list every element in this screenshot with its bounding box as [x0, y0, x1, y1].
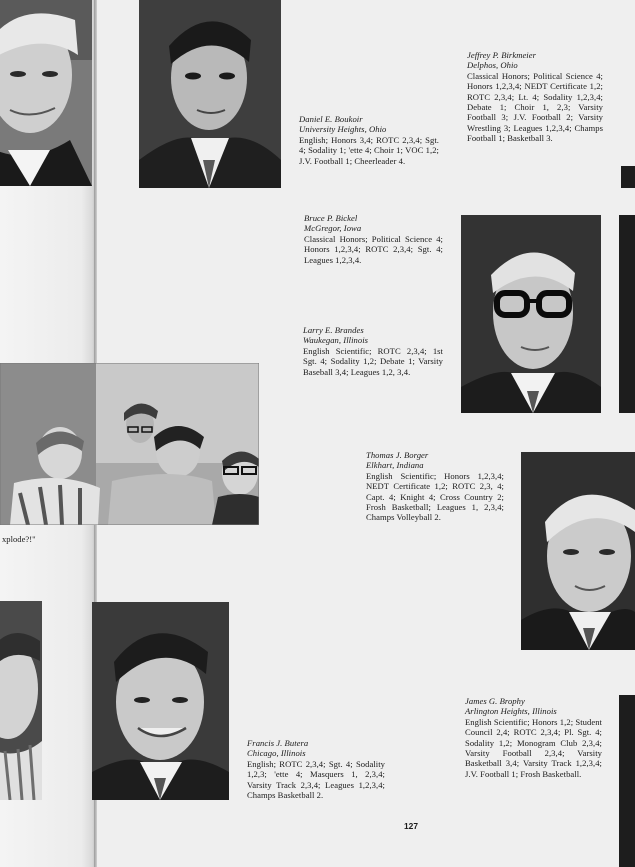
student-activities: English Scientific; ROTC 2,3,4; 1st Sgt. 4; Sodality 1,2; Debate 1; Varsity Baseball 3,4; Leagues 1,2, 3,4. [303, 345, 443, 377]
portrait-photo-boukoir [139, 0, 281, 188]
student-hometown: Arlington Heights, Illinois [465, 706, 557, 717]
student-activities: English; Honors 3,4; ROTC 2,3,4; Sgt. 4; Sodality 1; 'ette 4; Choir 1; VOC 1,2; J.V. Football 1; Cheerleader 4. [299, 134, 439, 166]
student-name: Francis J. Butera [247, 738, 309, 748]
student-hometown: University Heights, Ohio [299, 124, 387, 135]
portrait-photo-left-top-cropped [0, 0, 92, 186]
portrait-edge-right-bottom [619, 695, 635, 867]
student-name: Bruce P. Bickel [304, 213, 358, 223]
bio-birkmeier [467, 50, 603, 144]
student-name: Jeffrey P. Birkmeier [467, 50, 537, 60]
student-name: Thomas J. Borger [366, 450, 429, 460]
student-name: Daniel E. Boukoir [299, 114, 363, 124]
bio-brandes [303, 325, 443, 377]
page-number: 127 [404, 821, 418, 831]
portrait-photo-borger [521, 452, 635, 650]
student-hometown: Chicago, Illinois [247, 748, 306, 759]
student-activities: English Scientific; Honors 1,2,3,4; NEDT Certificate 1,2; ROTC 2,3, 4; Capt. 4; Knight 4; Cross Country 2; Frosh Basketball; Leagues 1, 2,3,4; Champs Volleyball 2. [366, 470, 504, 523]
portrait-edge-right-top [621, 166, 635, 188]
portrait-photo-bickel [461, 215, 601, 413]
bio-brophy [465, 696, 602, 779]
student-activities: English Scientific; Honors 1,2; Student Council 2,4; ROTC 2,3,4; Pl. Sgt. 4; Sodality 1,2; Monogram Club 2,3,4; Varsity Football 2,3,4; Varsity Basketball 3,4; Varsity Track 1,2,3,4; J.V. Football 1; Frosh Basketball. [465, 716, 602, 779]
bio-bickel [304, 213, 443, 265]
group-photo-caption-fragment: xplode?!" [2, 534, 36, 544]
student-hometown: Delphos, Ohio [467, 60, 518, 71]
student-name: Larry E. Brandes [303, 325, 364, 335]
student-name: James G. Brophy [465, 696, 525, 706]
bio-butera [247, 738, 385, 800]
student-hometown: McGregor, Iowa [304, 223, 362, 234]
bio-borger [366, 450, 504, 523]
student-activities: Classical Honors; Political Science 4; Honors 1,2,3,4; ROTC 2,3,4; Sgt. 4; Leagues 1,2,3,4. [304, 233, 443, 265]
portrait-photo-butera [92, 602, 229, 800]
bio-boukoir [299, 114, 439, 166]
student-activities: Classical Honors; Political Science 4; Honors 1,2,3,4; NEDT Certificate 1,2; ROTC 2,3,4; Lt. 4; Sodality 1,2,3,4; Debate 1; Choir 1, 2,3; Varsity Football 3; J.V. Football 2; Varsity Wrestling 3; Leagues 1,2,3,4; Champs Football 1; Basketball 3. [467, 70, 603, 144]
student-activities: English; ROTC 2,3,4; Sgt. 4; Sodality 1,2,3; 'ette 4; Masquers 1, 2,3,4; Varsity Track 2,3,4; Leagues 1,2,3,4; Champs Basketball 2. [247, 758, 385, 801]
portrait-photo-left-bottom-cropped [0, 601, 42, 800]
group-photo-cropped [0, 363, 259, 525]
student-hometown: Waukegan, Illinois [303, 335, 369, 346]
student-hometown: Elkhart, Indiana [366, 460, 424, 471]
portrait-edge-right-middle [619, 215, 635, 413]
